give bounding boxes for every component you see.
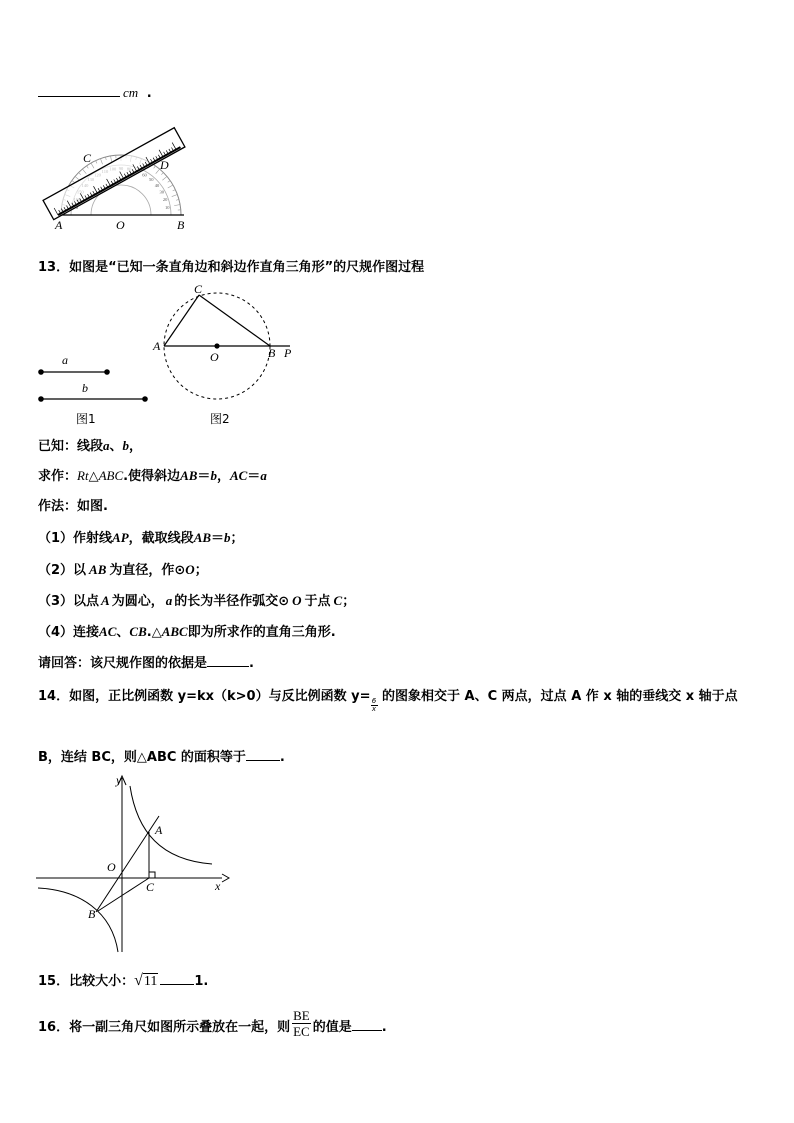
answer-blank <box>207 654 249 667</box>
fig1-caption: 图1 <box>76 412 96 426</box>
protractor-number: 10 <box>165 204 170 210</box>
fig2-caption: 图2 <box>210 412 230 426</box>
label-c: C <box>83 151 92 165</box>
q14-graph <box>36 772 230 954</box>
label-c: C <box>146 880 155 894</box>
hyperbola-q1 <box>130 786 212 864</box>
label-o: O <box>116 218 125 232</box>
label-b: B <box>177 218 185 232</box>
label-segment-a: a <box>62 353 68 367</box>
label-x: x <box>215 879 221 893</box>
label-o: O <box>107 860 116 874</box>
label-a: A <box>155 823 163 837</box>
protractor-figure <box>36 120 196 235</box>
q13-step4: （4）连接AC、CB.△ABC即为所求作的直角三角形. <box>38 624 336 640</box>
fraction-be-over-ec: $\frac{BE}{EC}$ <box>293 1008 310 1039</box>
q13-step1: （1）作射线AP，截取线段AB＝b； <box>38 530 244 546</box>
label-o: O <box>210 350 219 364</box>
fig1-segments <box>34 350 159 430</box>
q16: 16．将一副三角尺如图所示叠放在一起，则 $\frac{BE}{EC}$ 的值是 . <box>38 1008 387 1039</box>
label-b: B <box>268 346 276 360</box>
q13-method: 作法：如图. <box>38 499 108 514</box>
q14-line1: 14．如图，正比例函数 y=kx（k>0）与反比例函数 y= $\frac{6}{x}$ 的图象相交于 A、C 两点，过点 A 作 x 轴的垂线交 x 轴于点 <box>38 689 738 713</box>
q13-title: 13．如图是“已知一条直角边和斜边作直角三角形”的尺规作图过程 <box>38 260 425 275</box>
q13-find: 求作：Rt△ABC.使得斜边AB＝b，AC＝a <box>38 468 267 484</box>
q14-line2: B，连结 BC，则△ABC 的面积等于 . <box>38 750 285 765</box>
label-y: y <box>116 773 122 787</box>
answer-blank <box>160 972 194 985</box>
protractor-number: 40 <box>154 182 160 188</box>
protractor-number: 30 <box>159 189 164 195</box>
label-c: C <box>194 282 203 296</box>
sqrt-11: √11 <box>134 972 158 989</box>
answer-blank <box>38 84 120 97</box>
protractor-number: 60 <box>142 172 147 178</box>
q13-answer: 请回答：该尺规作图的依据是 . <box>38 656 254 671</box>
unit-cm: cm <box>123 85 139 100</box>
label-a: A <box>153 339 161 353</box>
label-segment-b: b <box>82 381 88 395</box>
protractor-number: 50 <box>148 176 154 182</box>
fraction-6-over-x: $\frac{6}{x}$ <box>371 697 377 713</box>
fig2-construction <box>150 280 300 410</box>
label-a: A <box>55 218 63 232</box>
q13-known: 已知：线段a、b， <box>38 438 143 454</box>
answer-blank <box>246 748 280 761</box>
q13-step3: （3）以点 A 为圆心， a 的长为半径作弧交⊙ O 于点 C； <box>38 593 356 609</box>
protractor-number: 20 <box>162 196 168 202</box>
q15: 15．比较大小：√11 1. <box>38 972 209 989</box>
q13-step2: （2）以 AB 为直径，作⊙O； <box>38 562 208 578</box>
answer-blank <box>352 1018 382 1031</box>
ruler <box>43 128 185 220</box>
q12-answer-line <box>38 84 152 103</box>
label-b: B <box>88 907 96 921</box>
period: . <box>146 86 152 101</box>
label-d: D <box>160 158 169 172</box>
label-p: P <box>284 346 292 360</box>
